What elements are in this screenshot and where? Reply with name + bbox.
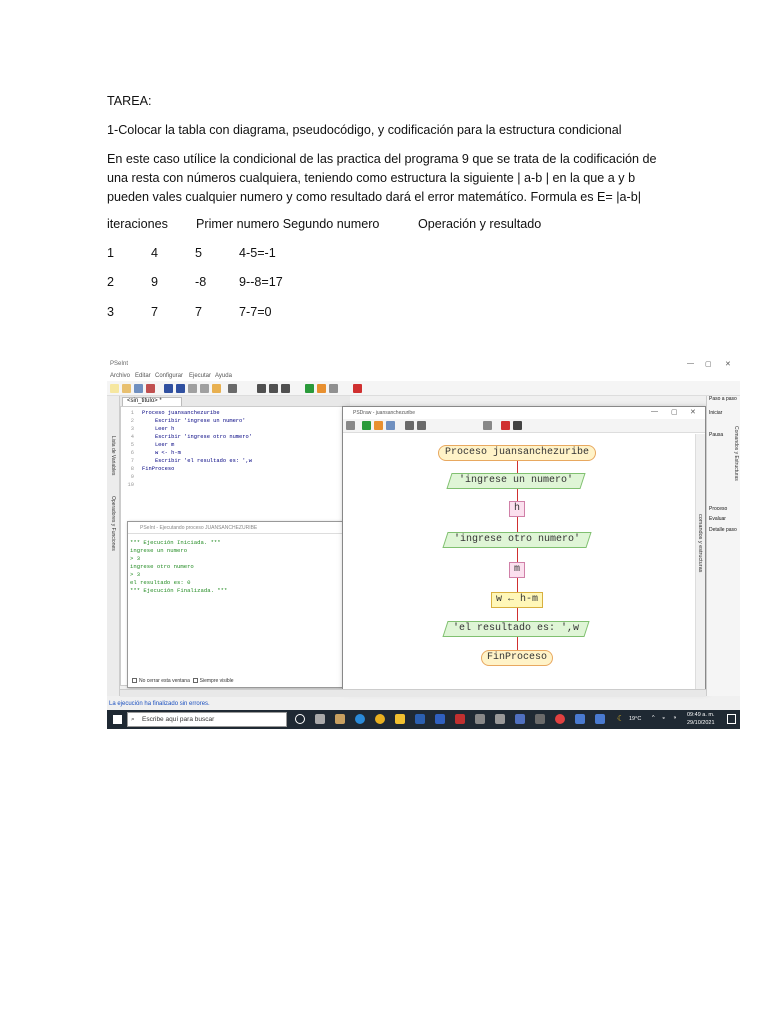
cell-first: 9 [151,275,159,289]
clock-time[interactable]: 09:49 a. m. [687,712,715,718]
console-line: el resultado es: 0 [130,579,191,586]
paragraph-line: pueden vales cualquier numero y como resultado dará el error matemátíco. Formula es E= |a-b| [107,190,641,204]
open-icon[interactable] [122,384,131,393]
windows-taskbar [107,710,740,729]
flow-minimize-icon[interactable]: — [651,408,658,415]
indent-icon[interactable] [257,384,266,393]
cell-result: 7-7=0 [239,305,272,319]
paragraph-line: En este caso utílice la condicional de las practica del programa 9 que se trata de la codificación de [107,152,657,166]
cell-iteration: 3 [107,305,115,319]
minimize-icon[interactable]: — [687,360,694,367]
status-bar [107,700,740,710]
task-statement: 1-Colocar la tabla con diagrama, pseudocódigo, y codificación para la estructura condicional [107,123,622,137]
horizontal-scrollbar[interactable] [120,689,706,697]
cell-second: 5 [195,246,203,260]
console-line: *** Ejecución Finalizada. *** [130,587,228,594]
app-title: PSeInt [110,361,129,367]
undo-icon[interactable] [164,384,173,393]
step-panel-title: Paso a paso [709,396,737,402]
panel-item[interactable]: Iniciar [709,410,723,416]
flowchart-title: PSDraw - juansanchezuribe [343,407,705,419]
search-icon[interactable] [228,384,237,393]
status-text: La ejecución ha finalizado sin errores. [109,701,210,707]
mail-icon[interactable] [435,714,445,724]
flow-step-icon[interactable] [374,421,383,430]
app-icon[interactable] [555,714,565,724]
step-icon[interactable] [317,384,326,393]
task-paragraph [107,150,667,207]
menu-configurar[interactable]: Configurar [155,373,184,379]
sub-icon[interactable] [346,421,355,430]
code-line: 7 Escribir 'el resultado es: ',w [130,458,252,464]
console-title: PSeInt - Ejecutando proceso JUANSANCHEZURIBE [128,522,342,534]
console-footer [132,678,234,684]
left-strip [107,396,120,696]
paragraph-line: una resta con números cualquiera, teniendo como estructura la siguiente | a-b | en la que a y b [107,171,636,185]
panel-item[interactable]: Proceso [709,506,728,512]
flowchart-scrollbar[interactable] [695,434,705,690]
cut-icon[interactable] [188,384,197,393]
code-line: 8 FinProceso [130,466,175,472]
panel-item[interactable]: Evaluar [709,516,726,522]
table-row [107,246,627,264]
chrome-icon[interactable] [375,714,385,724]
console-line: ingrese otro numero [130,563,194,570]
search-icon: ⌕ [131,716,135,723]
network-icon[interactable]: ◒ [662,715,666,721]
cortana-icon[interactable] [295,714,305,724]
word-icon[interactable] [415,714,425,724]
header-numeros: Primer numero Segundo numero [196,217,380,231]
settings-icon[interactable] [281,384,290,393]
flow-help-icon[interactable] [501,421,510,430]
flow-output-1[interactable]: 'ingrese un numero' [446,473,585,489]
document-title: TAREA: [107,94,152,108]
help-icon[interactable] [353,384,362,393]
header-iteraciones: iteraciones [107,217,168,231]
redo-icon[interactable] [176,384,185,393]
console-line: > 3 [130,555,141,562]
clock-date[interactable]: 29/10/2021 [687,720,715,726]
cell-iteration: 2 [107,275,115,289]
console-line: *** Ejecución Iniciada. *** [130,539,221,546]
commands-structures-label: comandos y estructuras [697,514,703,573]
header-operacion: Operación y resultado [418,217,542,231]
search-placeholder: Escribe aquí para buscar [142,716,215,723]
tab-sin-titulo[interactable] [122,397,182,406]
edge-icon[interactable] [355,714,365,724]
pseint-taskbar-icon[interactable] [595,714,605,724]
flow-start[interactable]: Proceso juansanchezuribe [438,445,596,461]
new-file-icon[interactable] [110,384,119,393]
save-icon[interactable] [134,384,143,393]
flow-maximize-icon[interactable]: ▢ [671,409,678,416]
maximize-icon[interactable]: ▢ [705,361,712,368]
table-row [107,275,627,293]
menu-ejecutar[interactable]: Ejecutar [189,373,212,379]
flow-close-icon[interactable]: ✕ [690,409,696,416]
keep-open-checkbox[interactable] [132,678,137,683]
menu-archivo[interactable]: Archivo [110,373,131,379]
flow-fit-icon[interactable] [417,421,426,430]
app-icon[interactable] [495,714,505,724]
flow-output-2[interactable]: 'ingrese otro numero' [442,532,591,548]
weather-icon[interactable]: ☾ [617,714,625,723]
flow-arrow [517,489,518,501]
flow-end[interactable]: FinProceso [481,650,553,666]
panel-item[interactable]: Detalle paso [709,527,737,533]
save-as-icon[interactable] [146,384,155,393]
flow-arrow [517,637,518,650]
menu-bar [107,371,740,381]
taskbar-search[interactable] [127,712,287,727]
copy-icon[interactable] [200,384,209,393]
always-visible-checkbox[interactable] [193,678,198,683]
flow-edit-icon[interactable] [483,421,492,430]
store-icon[interactable] [335,714,345,724]
app-icon[interactable] [455,714,465,724]
pseint-screenshot [107,358,740,729]
flow-close-tool-icon[interactable] [513,421,522,430]
right-panel [706,396,740,696]
code-line: 1 Proceso juansanchezuribe [130,410,220,416]
flowchart-toolbar [343,419,705,433]
menu-editar[interactable]: Editar [135,373,151,379]
menu-ayuda[interactable]: Ayuda [215,373,232,379]
flow-zoom-icon[interactable] [405,421,414,430]
flow-input-h[interactable]: h [509,501,525,517]
flowchart-canvas[interactable] [343,434,693,690]
cell-result: 4-5=-1 [239,246,276,260]
table-row [107,305,627,323]
flowchart-icon[interactable] [329,384,338,393]
code-line: 9 [130,474,134,480]
tools-icon[interactable] [269,384,278,393]
tab-label: <sin_titulo> * [127,398,162,404]
variables-list-label[interactable]: Lista de Variables [110,436,116,476]
flow-save-icon[interactable] [386,421,395,430]
volume-icon[interactable]: ◑ [673,715,677,721]
flow-run-icon[interactable] [362,421,371,430]
flow-arrow [517,608,518,621]
code-line: 6 w <- h-m [130,450,181,456]
notifications-icon[interactable] [727,714,736,724]
panel-item[interactable]: Pausa [709,432,724,438]
app-icon[interactable] [535,714,545,724]
code-line: 5 Leer m [130,442,175,448]
cell-iteration: 1 [107,246,115,260]
commands-tab-label[interactable]: Comandos y Estructuras [733,426,739,481]
flow-output-3[interactable]: 'el resultado es: ',w [442,621,589,637]
flow-arrow [517,548,518,562]
close-icon[interactable]: ✕ [725,361,731,368]
task-view-icon[interactable] [315,714,325,724]
cell-second: 7 [195,305,203,319]
cell-result: 9--8=17 [239,275,283,289]
tray-chevron-icon[interactable]: ^ [652,715,655,721]
flow-arrow [517,578,518,592]
code-line: 10 [127,482,134,488]
flow-arrow [517,517,518,532]
app-titlebar [107,358,740,371]
operators-label[interactable]: Operadores y Funciones [110,496,116,551]
code-line: 2 Escribir 'ingrese un numero' [130,418,246,424]
console-line: > 3 [130,571,141,578]
execution-console [127,521,343,688]
temperature-text[interactable]: 19°C [629,716,642,722]
always-visible-label: Siempre visible [199,678,234,684]
flow-input-m[interactable]: m [509,562,525,578]
windows-start-icon[interactable] [113,715,122,724]
app-icon[interactable] [475,714,485,724]
run-icon[interactable] [305,384,314,393]
table-header [107,217,627,235]
console-line: ingrese un numero [130,547,188,554]
keep-open-label: No cerrar esta ventana [139,678,190,684]
cell-first: 7 [151,305,159,319]
code-line: 3 Leer h [130,426,175,432]
flowchart-window [342,406,706,690]
flow-arrow [517,461,518,473]
flow-assign[interactable]: w ← h-m [491,592,543,608]
code-line: 4 Escribir 'ingrese otro numero' [130,434,252,440]
cell-first: 4 [151,246,159,260]
cell-second: -8 [195,275,207,289]
main-toolbar [107,381,740,396]
paste-icon[interactable] [212,384,221,393]
editor-tabbar [120,396,350,406]
explorer-icon[interactable] [395,714,405,724]
pseint-taskbar-icon[interactable] [575,714,585,724]
app-icon[interactable] [515,714,525,724]
